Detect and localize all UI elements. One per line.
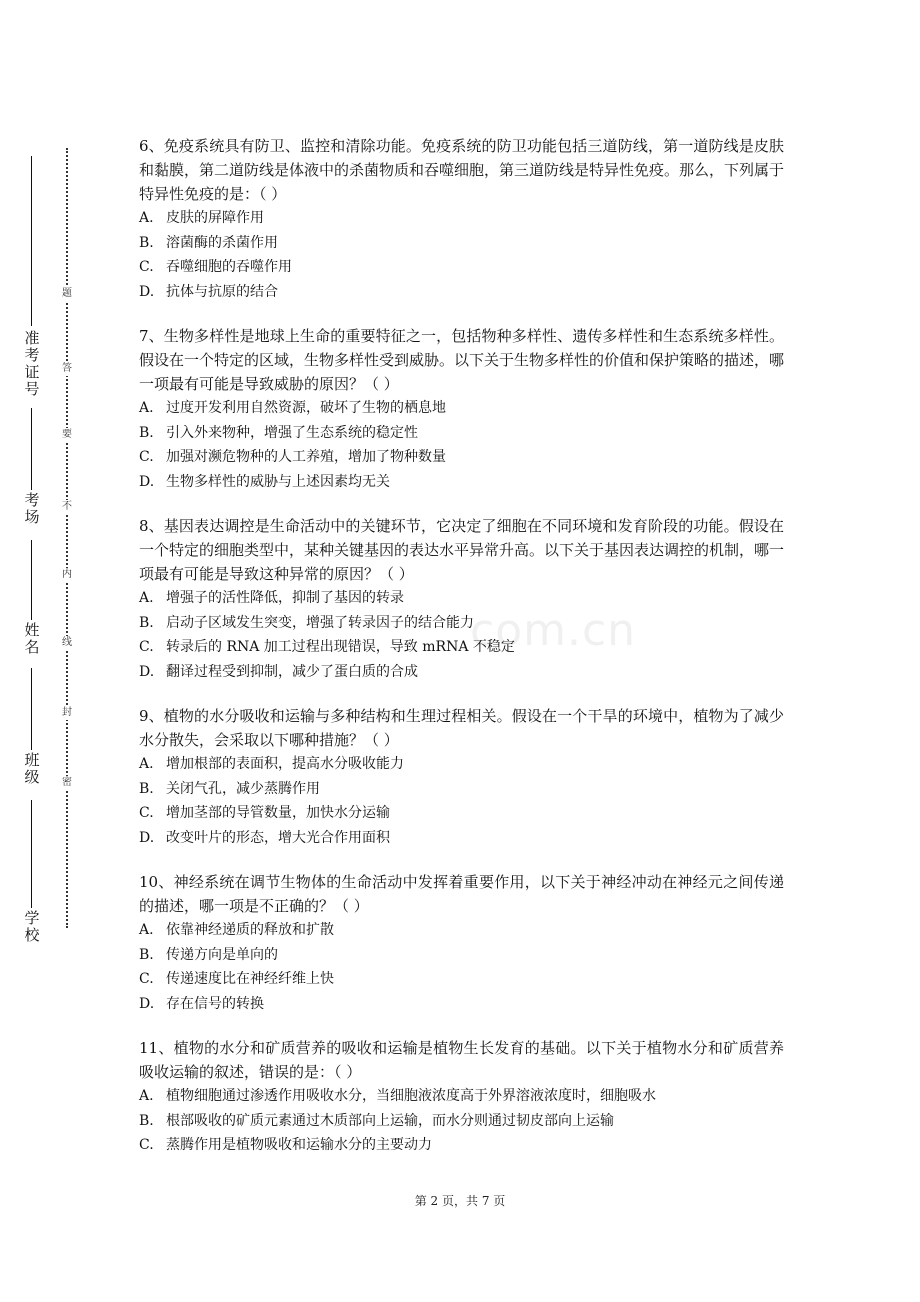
school-line — [31, 800, 32, 908]
option-letter: C. — [139, 805, 154, 821]
option-letter: B. — [139, 234, 154, 251]
option-b[interactable] — [139, 1109, 784, 1134]
option-letter: B. — [139, 946, 154, 963]
option-text: 启动子区域发生突变，增强了转录因子的结合能力 — [166, 614, 474, 631]
question-stem: 10、神经系统在调节生物体的生命活动中发挥着重要作用，以下关于神经冲动在神经元之间传递的描述，哪一项是不正确的？（ ） — [139, 873, 784, 915]
option-c[interactable] — [139, 635, 784, 660]
question-11 — [139, 1036, 784, 1158]
school-label: 学校 — [24, 909, 40, 944]
option-a[interactable] — [139, 396, 784, 421]
option-letter: A. — [139, 922, 154, 938]
option-letter: B. — [139, 614, 154, 631]
option-letter: A. — [139, 590, 154, 606]
option-d[interactable] — [139, 660, 784, 685]
option-letter: B. — [139, 780, 154, 797]
option-text: 皮肤的屏障作用 — [166, 210, 264, 226]
option-text: 吞噬细胞的吞噬作用 — [166, 259, 292, 275]
option-letter: A. — [139, 210, 154, 226]
class-label: 班级 — [24, 751, 40, 786]
option-text: 传递速度比在神经纤维上快 — [166, 971, 334, 987]
option-letter: A. — [139, 1088, 154, 1104]
option-text: 生物多样性的威胁与上述因素均无关 — [166, 473, 390, 490]
question-8 — [139, 514, 784, 684]
option-letter: D. — [139, 283, 155, 300]
name-line — [31, 540, 32, 620]
seal-char: 线 — [58, 636, 76, 650]
option-a[interactable] — [139, 1084, 784, 1109]
option-c[interactable] — [139, 1133, 784, 1158]
option-d[interactable] — [139, 826, 784, 851]
option-letter: D. — [139, 829, 155, 846]
option-text: 抗体与抗原的结合 — [166, 283, 278, 300]
option-c[interactable] — [139, 801, 784, 826]
seal-char: 题 — [58, 287, 76, 301]
option-letter: B. — [139, 424, 154, 441]
seal-char: 内 — [58, 568, 76, 582]
option-text: 翻译过程受到抑制，减少了蛋白质的合成 — [166, 663, 418, 680]
option-text: 依靠神经递质的释放和扩散 — [166, 922, 334, 938]
option-text: 改变叶片的形态，增大光合作用面积 — [166, 829, 390, 846]
option-text: 增加茎部的导管数量，加快水分运输 — [166, 805, 390, 821]
option-text: 增强子的活性降低，抑制了基因的转录 — [166, 590, 404, 606]
option-text: 增加根部的表面积，提高水分吸收能力 — [166, 756, 404, 772]
option-text: 蒸腾作用是植物吸收和运输水分的主要动力 — [166, 1137, 432, 1153]
option-letter: D. — [139, 995, 155, 1012]
option-letter: C. — [139, 449, 154, 465]
option-b[interactable] — [139, 943, 784, 968]
option-b[interactable] — [139, 421, 784, 446]
option-b[interactable] — [139, 777, 784, 802]
option-letter: C. — [139, 1137, 154, 1153]
option-text: 溶菌酶的杀菌作用 — [166, 234, 278, 251]
question-10 — [139, 870, 784, 1016]
option-text: 转录后的 RNA 加工过程出现错误，导致 mRNA 不稳定 — [166, 639, 515, 655]
seal-dotted-line — [66, 148, 68, 928]
question-7 — [139, 324, 784, 494]
option-text: 传递方向是单向的 — [166, 946, 278, 963]
question-stem: 11、植物的水分和矿质营养的吸收和运输是植物生长发育的基础。以下关于植物水分和矿质营养吸收运输的叙述，错误的是：（ ） — [139, 1039, 784, 1081]
option-d[interactable] — [139, 992, 784, 1017]
option-letter: A. — [139, 400, 154, 416]
question-9 — [139, 704, 784, 850]
option-text: 存在信号的转换 — [166, 995, 264, 1012]
option-c[interactable] — [139, 445, 784, 470]
seal-char: 要 — [58, 428, 76, 442]
page-footer: 第 2 页，共 7 页 — [414, 1194, 506, 1208]
option-text: 引入外来物种，增强了生态系统的稳定性 — [166, 424, 418, 441]
exam-id-label: 准考证号 — [24, 329, 40, 398]
name-label: 姓名 — [24, 621, 40, 656]
seal-char: 答 — [58, 362, 76, 376]
option-c[interactable] — [139, 255, 784, 280]
watermark: com.cn — [470, 605, 637, 656]
option-letter: B. — [139, 1112, 154, 1129]
seal-char: 封 — [58, 706, 76, 720]
question-6 — [139, 134, 784, 304]
question-stem: 6、免疫系统具有防卫、监控和清除功能。免疫系统的防卫功能包括三道防线，第一道防线是皮肤和黏膜，第二道防线是体液中的杀菌物质和吞噬细胞，第三道防线是特异性免疫。那么，下列属于特异性免疫的是：（ ） — [139, 137, 785, 203]
option-text: 关闭气孔，减少蒸腾作用 — [166, 780, 320, 797]
option-letter: A. — [139, 756, 154, 772]
question-stem: 9、植物的水分吸收和运输与多种结构和生理过程相关。假设在一个干旱的环境中，植物为了减少水分散失，会采取以下哪种措施？（ ） — [139, 707, 784, 749]
option-letter: D. — [139, 473, 155, 490]
option-a[interactable] — [139, 752, 784, 777]
option-letter: C. — [139, 259, 154, 275]
exam-id-line — [31, 156, 32, 326]
option-text: 根部吸收的矿质元素通过木质部向上运输，而水分则通过韧皮部向上运输 — [166, 1112, 614, 1129]
option-b[interactable] — [139, 231, 784, 256]
option-letter: D. — [139, 663, 155, 680]
seal-char: 不 — [58, 500, 76, 514]
option-c[interactable] — [139, 967, 784, 992]
option-d[interactable] — [139, 470, 784, 495]
option-a[interactable] — [139, 586, 784, 611]
question-stem: 7、生物多样性是地球上生命的重要特征之一，包括物种多样性、遗传多样性和生态系统多样性。假设在一个特定的区域，生物多样性受到威胁。以下关于生物多样性的价值和保护策略的描述，哪一项最有可能是导致威胁的原因？（ ） — [139, 327, 785, 393]
question-list — [139, 134, 784, 1178]
class-line — [31, 668, 32, 750]
option-b[interactable] — [139, 611, 784, 636]
option-d[interactable] — [139, 280, 784, 305]
exam-room-line — [31, 408, 32, 490]
option-text: 植物细胞通过渗透作用吸收水分，当细胞液浓度高于外界溶液浓度时，细胞吸水 — [166, 1088, 656, 1104]
seal-char: 密 — [58, 776, 76, 790]
option-a[interactable] — [139, 206, 784, 231]
option-letter: C. — [139, 971, 154, 987]
option-a[interactable] — [139, 918, 784, 943]
option-letter: C. — [139, 639, 154, 655]
option-text: 加强对濒危物种的人工养殖，增加了物种数量 — [166, 449, 446, 465]
exam-room-label: 考场 — [24, 491, 40, 526]
question-stem: 8、基因表达调控是生命活动中的关键环节，它决定了细胞在不同环境和发育阶段的功能。假设在一个特定的细胞类型中，某种关键基因的表达水平异常升高。以下关于基因表达调控的机制，哪一项最有可能是导致这种异常的原因？（ ） — [139, 517, 785, 583]
option-text: 过度开发利用自然资源，破坏了生物的栖息地 — [166, 400, 446, 416]
